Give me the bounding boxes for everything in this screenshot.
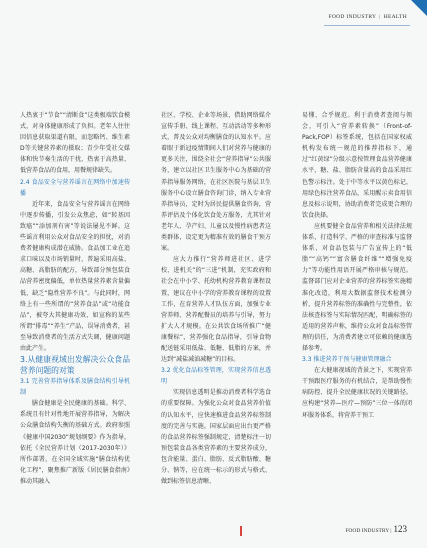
header-section: HEALTH bbox=[383, 14, 407, 20]
body-paragraph: 应机要健全食品营养和相关法律法规体系，打造科学、严格的审查标准与监督体系，对食品包装与广告宣传上的“低脂”“高钙”“富含膳食纤维”“增强免疫力”等功能性用语开展严格审核与规范。监督部门应对企业营养的营养标签实施精准化改造，利用大数据监督技术检测分析，提升营养标签的准确性与完整性，依法核查标签与实际情况匹配，明确标签的适用的营养声称，维持公众对食品标签管理的信任，为消费者建立可依赖的健康选择参考。 bbox=[302, 222, 412, 352]
subsection-heading: 3.1 完善营养指导体系及膳食结构引导机制 bbox=[20, 378, 130, 397]
page-number: 123 bbox=[393, 524, 407, 534]
footer-mark bbox=[240, 526, 242, 536]
body-paragraph: 应大力推行“营养师进社区、进学校、进机关”的“三进”机制，充实政府和社会在中小学、托幼机构营养教育课程设置，建议在中小学的营养教育课程的设置工作，在育营养人才队伍方面，加强专业营养师、营养配餐员的培养与引导，努力扩大人才规模。在公共饮食场所推广“健康餐标”，营养强化食品指导，引导食物配送链采用低盐、低糖、低脂的方案，并达到“减盐减油减糖”的目标。 bbox=[161, 256, 271, 364]
body-paragraph: 社区、学校、企业等场景，借助网络媒介宣传手册、线上课程、互动活动等多种形式，普及公众对均衡膳食的认知水平。应着眼于新冠疫情期间人们对营养与健康的更多关注，围绕全社会“营养指导”公共服务，建立以社区卫生服务中心为基础的营养指导服务网络，在社区医院与基层卫生服务中心设立膳食咨询门诊，纳入专业营养指导员，定时为居民提供膳食咨询，营养评估及个体化饮食处方服务，尤其针对老年人、孕产妇、儿童以及慢性病患者这类群体，设定更为精准有效的膳食干预方案。 bbox=[161, 112, 271, 253]
page-footer: FOOD INDUSTRY | 123 bbox=[345, 524, 407, 534]
header-rule bbox=[324, 25, 410, 26]
body-paragraph: 人热衷于“节食”“清断食”这类极端饮食模式，对身体健康形成了负担。老年人往往因信息获取渠道有限，而忽略钙、维生素D等关键营养素的摄取；青少年受社交媒体和快节奏生活的干扰，热衷于高热量、低营养食品的食用，用餐规律缺失。 bbox=[20, 112, 130, 175]
subsection-heading: 3.2 优化食品标签管理，实现营养信息透明 bbox=[161, 367, 271, 386]
body-paragraph: 实现信息透明是推动消费者科学选食的重要保障。为强化公众对食品营养价值的认知水平，应快速推进食品营养标签制度的完善与实施。国家层面应出台更严格的食品营养标签强制规定，清楚标注一切预包装食品各类营养素的主要营养成分，包含能量、蛋白、脂肪、反式脂肪酸、糖分、钠等，应在统一标示的形式与格式、做到标签信息清晰、 bbox=[161, 389, 271, 486]
subsection-heading: 3.3 推进营养干预与健康管理融合 bbox=[302, 356, 392, 364]
footer-journal: FOOD INDUSTRY bbox=[345, 528, 390, 534]
section-heading: 3.从健康视域出发解决公众食品营养问题的对策 bbox=[20, 355, 130, 376]
column-2 bbox=[161, 110, 271, 487]
column-1 bbox=[20, 110, 130, 487]
subsection-heading: 2.4 食品安全与营养谣言在网络中加速传播 bbox=[20, 178, 130, 197]
corner-accent bbox=[411, 0, 427, 16]
header-journal: FOOD INDUSTRY bbox=[328, 14, 377, 20]
header-separator: | bbox=[379, 14, 381, 20]
running-header bbox=[329, 14, 407, 20]
body-paragraph: 膳食健康是全民健康的基础。科学、系统且有针对性地开展营养指导，为解决公众膳食结构失衡的基础方式。政府参照《健康中国2030”规划纲要》作为指导，依托《全民营养计划（2017-2030年）》所作部署，在全国全域实施“膳食结构优化工程”，聚焦推广新版《居民膳食指南》推动其融入 bbox=[20, 400, 130, 485]
body-paragraph: 近年来，食品安全与营养谣言在网络中逐步传播，引发公众焦虑，如“转基因致癌”“添加剂有害”等说法屡见不鲜。这些谣言利用公众对食品安全的担忧，对消费者健康构成潜在威胁。食品加工业在追求口味以及市场销量时，普遍采用高盐、高糖、高脂肪的配方，导致部分预包装食品营养密度偏低，单位热量营养素含量偏低，缺乏“隐性营养不良”。与此同时，网络上有一些所谓的“营养食品”或“功能食品”，被夸大其健康功效，如宣称的某些所谓“排毒”“养生”产品，误导消费者，甚至导致消费者的生活方式失调，健康问题由此产生。 bbox=[20, 200, 130, 352]
body-paragraph: 易懂、合乎规范。利于消费者查阅与领会，可引入“营养素转换”（Front-of-Pack,FOP）标签系统，包括在国家权威机构发布统一规范的推荐指标下，通过“红黄绿”分级示意按管理食品营养健康水平，糖、盐、脂肪含量高的食品采用红色警示标注。处于中等水平以黄色标记，用绿色标注营养食品，采用醒示卖食用信息及标示说明，协助消费者完成更合理的饮食抉择。 bbox=[302, 112, 412, 219]
body-paragraph: 在大健康视域的背景之下，实现营养干预跟医疗服务的有机结合，是帮助慢性病防控、提升全民健康状况的关键路径。应构建“营养—医疗—预防”三位一体的闭环服务体系，将营养干预工 bbox=[302, 367, 412, 419]
column-3 bbox=[302, 110, 412, 421]
